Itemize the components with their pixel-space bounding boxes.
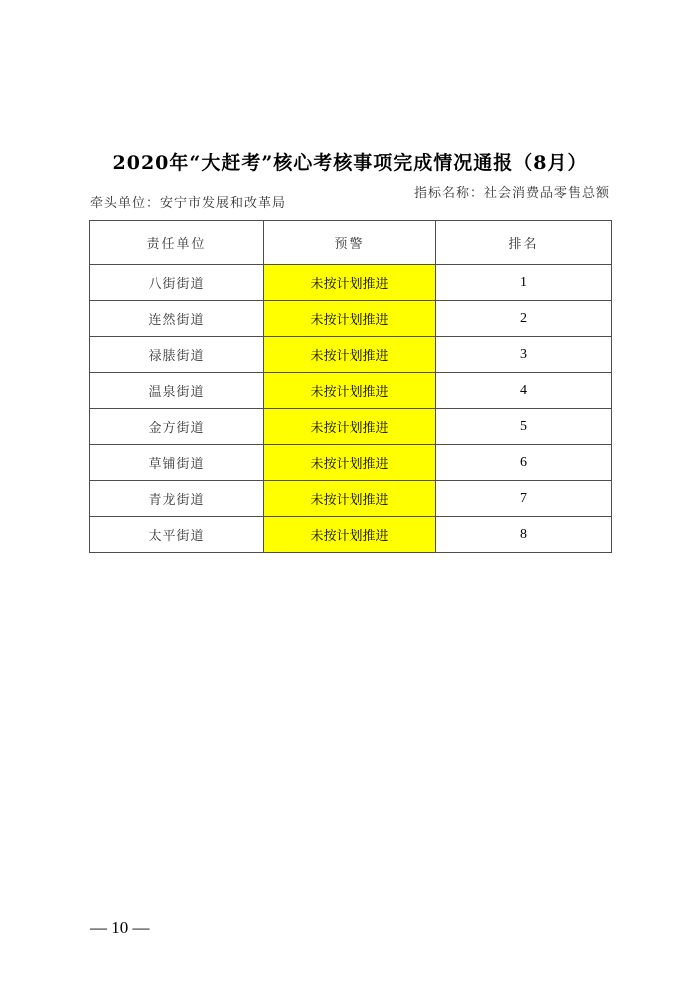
rank-cell: 7 [436,481,612,517]
warning-cell: 未按计划推进 [264,373,436,409]
rank-cell: 6 [436,445,612,481]
indicator-name-label: 指标名称：社会消费品零售总额 [413,186,610,201]
unit-cell: 温泉街道 [90,373,264,409]
table-row [90,337,612,373]
report-table [89,220,612,553]
rank-cell: 4 [436,373,612,409]
warning-cell: 未按计划推进 [264,445,436,481]
rank-cell: 1 [436,265,612,301]
unit-cell: 金方街道 [90,409,264,445]
rank-cell: 3 [436,337,612,373]
warning-cell: 未按计划推进 [264,517,436,553]
table-row [90,373,612,409]
table-row [90,481,612,517]
unit-cell: 太平街道 [90,517,264,553]
header-responsible-unit: 责任单位 [90,221,264,265]
page-number: — 10 — [90,918,150,937]
rank-cell: 5 [436,409,612,445]
table-row [90,445,612,481]
report-title: 2020年“大赶考”核心考核事项完成情况通报（8月） [112,152,588,174]
rank-cell: 8 [436,517,612,553]
header-rank: 排名 [436,221,612,265]
unit-cell: 禄脿街道 [90,337,264,373]
table-header-row [90,221,612,265]
warning-cell: 未按计划推进 [264,409,436,445]
lead-unit-label: 牵头单位：安宁市发展和改革局 [90,196,287,211]
unit-cell: 八街街道 [90,265,264,301]
table-row [90,517,612,553]
unit-cell: 草铺街道 [90,445,264,481]
table-row [90,301,612,337]
warning-cell: 未按计划推进 [264,337,436,373]
unit-cell: 连然街道 [90,301,264,337]
table-row [90,265,612,301]
warning-cell: 未按计划推进 [264,301,436,337]
warning-cell: 未按计划推进 [264,481,436,517]
table-row [90,409,612,445]
rank-cell: 2 [436,301,612,337]
header-warning: 预警 [264,221,436,265]
unit-cell: 青龙街道 [90,481,264,517]
warning-cell: 未按计划推进 [264,265,436,301]
